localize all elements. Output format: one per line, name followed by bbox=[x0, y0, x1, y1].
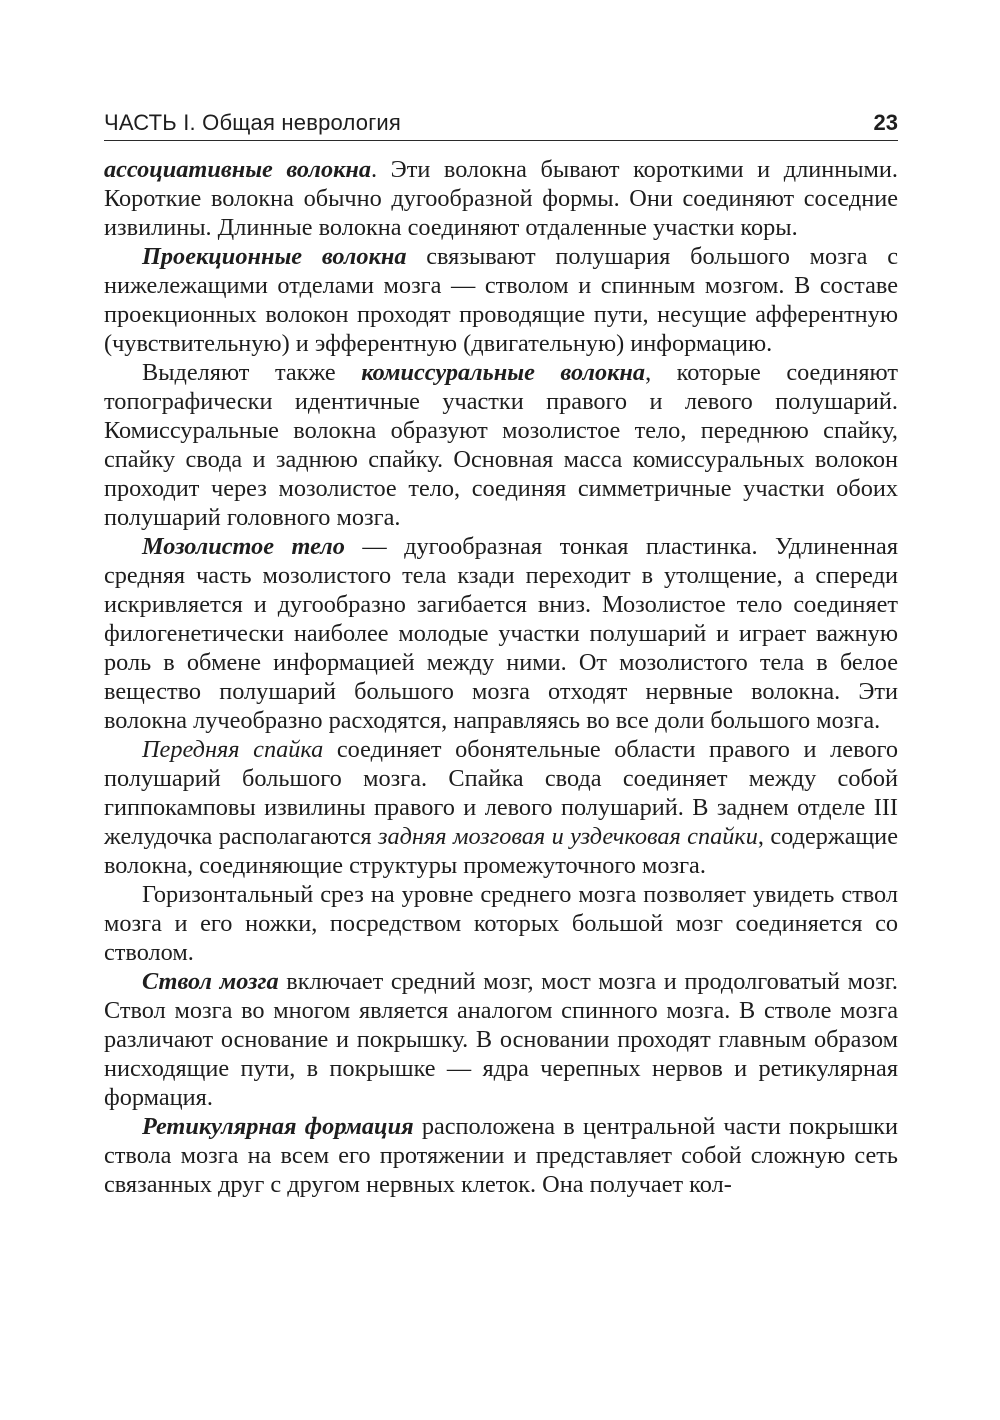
term-corpus-callosum: Мозолистое тело bbox=[142, 533, 345, 560]
paragraph-text: расположена в центральной части покрышки ствола мозга на всем его протяжении и представляет собой сложную сеть связанных друг с другом нервных клеток. Она получает кол- bbox=[104, 1113, 898, 1198]
paragraph-text: Выделяют также bbox=[142, 359, 362, 386]
term-brainstem: Ствол мозга bbox=[142, 968, 279, 995]
term-associative-fibers: ассоциативные волокна bbox=[104, 156, 372, 183]
page-number: 23 bbox=[873, 110, 898, 135]
paragraph-text: Горизонтальный срез на уровне среднего мозга позволяет увидеть ствол мозга и его ножки, посредством которых большой мозг соединяется со стволом. bbox=[104, 881, 898, 966]
paragraph-text: . Эти волокна бывают короткими и длинными. Короткие волокна обычно дугообразной формы. Они соединяют соседние извилины. Длинные волокна соединяют отдаленные участки коры. bbox=[104, 156, 898, 241]
term-anterior-commissure: Передняя спайка bbox=[142, 736, 324, 763]
term-posterior-commissures: задняя мозговая и уздечковая спайки bbox=[378, 823, 758, 850]
paragraph-reticular-formation bbox=[104, 1112, 898, 1199]
paragraph-anterior-commissure bbox=[104, 735, 898, 880]
paragraph-text: , содержащие волокна, соединяющие структуры промежуточного мозга. bbox=[104, 823, 898, 879]
paragraph-horizontal-section bbox=[104, 880, 898, 967]
paragraph-associative-fibers bbox=[104, 155, 898, 242]
paragraph-text: связывают полушария большого мозга с нижележащими отделами мозга — стволом и спинным мозгом. В составе проекционных волокон проходят проводящие пути, несущие афферентную (чувствительную) и эфферентную (двигательную) информацию. bbox=[104, 243, 899, 357]
term-commissural-fibers: комиссуральные волокна bbox=[361, 359, 646, 386]
running-title: ЧАСТЬ I. Общая неврология bbox=[104, 110, 402, 135]
paragraph-projection-fibers bbox=[104, 242, 898, 358]
term-projection-fibers: Проекционные волокна bbox=[142, 243, 407, 270]
paragraph-text: — дугообразная тонкая пластинка. Удлиненная средняя часть мозолистого тела кзади переходит в утолщение, а спереди искривляется и дугообразно загибается вниз. Мозолистое тело соединяет филогенетически наиболее молодые участки полушарий и играет важную роль в обмене информацией между ними. От мозолистого тела в белое вещество полушарий большого мозга отходят нервные волокна. Эти волокна лучеобразно расходятся, направляясь во все доли большого мозга. bbox=[104, 533, 899, 734]
paragraph-text: включает средний мозг, мост мозга и продолговатый мозг. Ствол мозга во многом является аналогом спинного мозга. В стволе мозга различают основание и покрышку. В основании проходят главным образом нисходящие пути, в покрышке — ядра черепных нервов и ретикулярная формация. bbox=[104, 968, 898, 1111]
term-reticular-formation: Ретикулярная формация bbox=[142, 1113, 414, 1140]
paragraph-commissural-fibers bbox=[104, 358, 898, 532]
page-body bbox=[104, 155, 898, 1199]
paragraph-text: , которые соединяют топографически идентичные участки правого и левого полушарий. Комиссуральные волокна образуют мозолистое тело, переднюю спайку, спайку свода и заднюю спайку. Основная масса комиссуральных волокон проходит через мозолистое тело, соединяя симметричные участки обоих полушарий головного мозга. bbox=[104, 359, 898, 531]
paragraph-text: соединяет обонятельные области правого и левого полушарий большого мозга. Спайка свода соединяет между собой гиппокамповы извилины правого и левого полушарий. В заднем отделе III желудочка располагаются bbox=[104, 736, 898, 850]
paragraph-brainstem bbox=[104, 967, 898, 1112]
paragraph-corpus-callosum bbox=[104, 532, 898, 735]
running-header bbox=[104, 106, 898, 141]
